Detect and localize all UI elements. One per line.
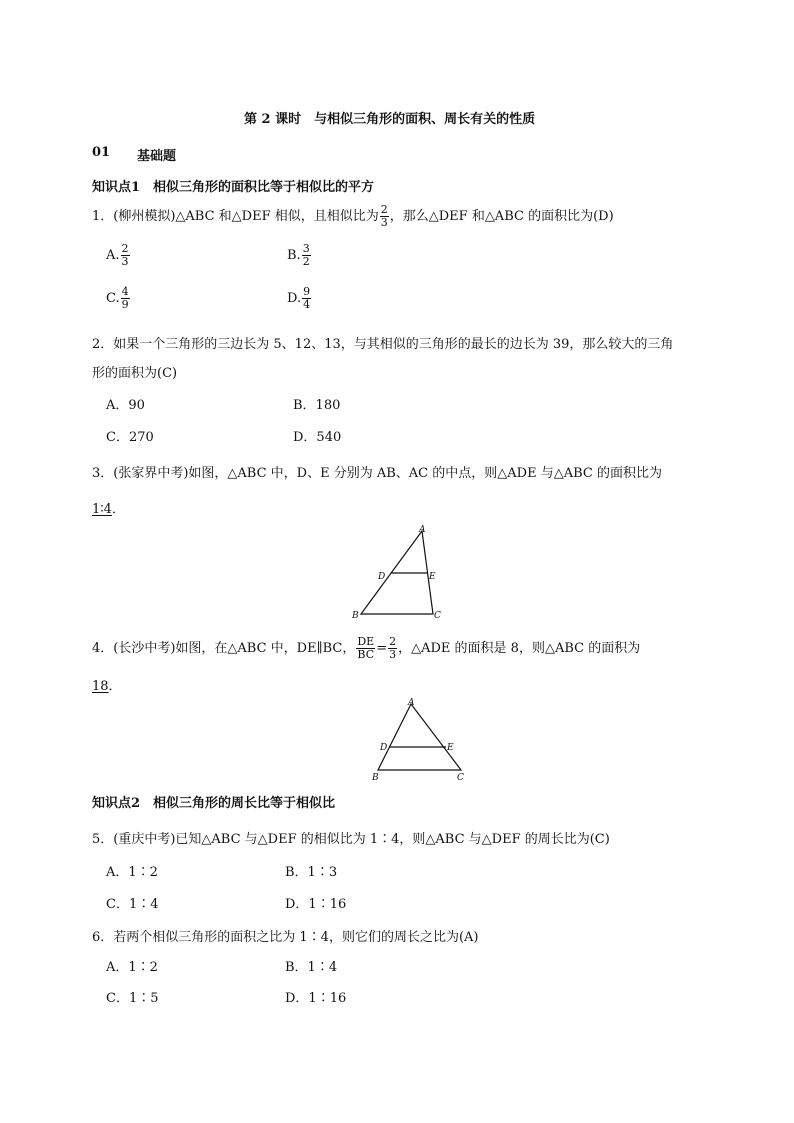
question-2-line-1: 2．如果一个三角形的三边长为 5、12、13，与其相似的三角形的最长的边长为 39，那么较大的三角 xyxy=(92,337,674,352)
triangle-figure-1 xyxy=(340,522,450,624)
question-3-answer-line: 1∶4． xyxy=(92,502,125,517)
question-2-option-d: D．540 xyxy=(293,430,342,445)
question-1-post: ，那么△DEF 和△ABC 的面积比为(D) xyxy=(389,209,614,224)
question-1-option-d: D. $\frac{9}{4}$ xyxy=(287,285,311,311)
point-c-label: C xyxy=(457,773,464,783)
question-1-option-c: C. $\frac{4}{9}$ xyxy=(106,285,129,311)
triangle-abc xyxy=(378,704,461,770)
question-1-pre: 1．(柳州模拟)△ABC 和△DEF 相似，且相似比为 xyxy=(92,209,379,224)
knowledge-point-2: 知识点2 相似三角形的周长比等于相似比 xyxy=(92,796,336,811)
question-1-option-b: B. $\frac{3}{2}$ xyxy=(287,242,310,268)
question-1 xyxy=(92,204,614,229)
question-6-option-b: B．1∶4 xyxy=(285,960,338,975)
question-6-option-d: D．1∶16 xyxy=(285,991,347,1006)
question-5: 5．(重庆中考)已知△ABC 与△DEF 的相似比为 1∶4，则△ABC 与△DEF 的周长比为(C) xyxy=(92,832,610,847)
question-2-option-b: B．180 xyxy=(293,398,341,413)
point-d-label: D xyxy=(380,743,388,753)
question-6: 6．若两个相似三角形的面积之比为 1∶4，则它们的周长之比为(A) xyxy=(92,930,479,945)
knowledge-point-1: 知识点1 相似三角形的面积比等于相似比的平方 xyxy=(92,180,375,195)
question-2-option-c: C．270 xyxy=(106,430,154,445)
question-5-option-b: B．1∶3 xyxy=(285,865,338,880)
question-5-option-c: C．1∶4 xyxy=(106,897,159,912)
point-c-label: C xyxy=(434,611,441,621)
question-4-fraction-de-bc: $\frac{DE}{BC}$ xyxy=(357,635,375,661)
point-e-label: E xyxy=(429,572,436,582)
question-2-option-a: A．90 xyxy=(106,398,145,413)
question-4-fraction-ratio: $\frac{2}{3}$ xyxy=(389,635,397,661)
question-1-option-a: A. $\frac{2}{3}$ xyxy=(106,242,129,268)
question-5-option-d: D．1∶16 xyxy=(285,897,347,912)
question-4-answer: 18 xyxy=(92,679,109,694)
question-4-answer-line: 18． xyxy=(92,679,122,694)
question-6-option-a: A．1∶2 xyxy=(106,960,158,975)
question-3-line-1: 3．(张家界中考)如图，△ABC 中，D、E 分别为 AB、AC 的中点，则△ADE 与△ABC 的面积比为 xyxy=(92,466,662,481)
question-1-fraction: $\frac{2}{3}$ xyxy=(380,203,388,229)
point-b-label: B xyxy=(372,773,379,783)
section-number: 01 xyxy=(92,145,111,160)
point-e-label: E xyxy=(447,743,454,753)
question-5-option-a: A．1∶2 xyxy=(106,865,158,880)
point-a-label: A xyxy=(408,698,415,708)
section-label: 基础题 xyxy=(137,149,177,164)
point-b-label: B xyxy=(352,611,359,621)
question-6-option-c: C．1∶5 xyxy=(106,991,159,1006)
page-title: 第 2 课时 与相似三角形的面积、周长有关的性质 xyxy=(244,112,536,127)
point-a-label: A xyxy=(419,525,426,535)
triangle-figure-2 xyxy=(366,694,472,784)
question-2-line-2: 形的面积为(C) xyxy=(92,366,178,381)
question-3-answer: 1∶4 xyxy=(92,502,112,517)
point-d-label: D xyxy=(378,572,386,582)
question-4-line-1: 4．(长沙中考)如图，在△ABC 中，DE∥BC， $\frac{DE}{BC}$ = $\frac{2}{3}$ ，△ADE 的面积是 8，则△ABC 的面积为 xyxy=(92,635,641,661)
